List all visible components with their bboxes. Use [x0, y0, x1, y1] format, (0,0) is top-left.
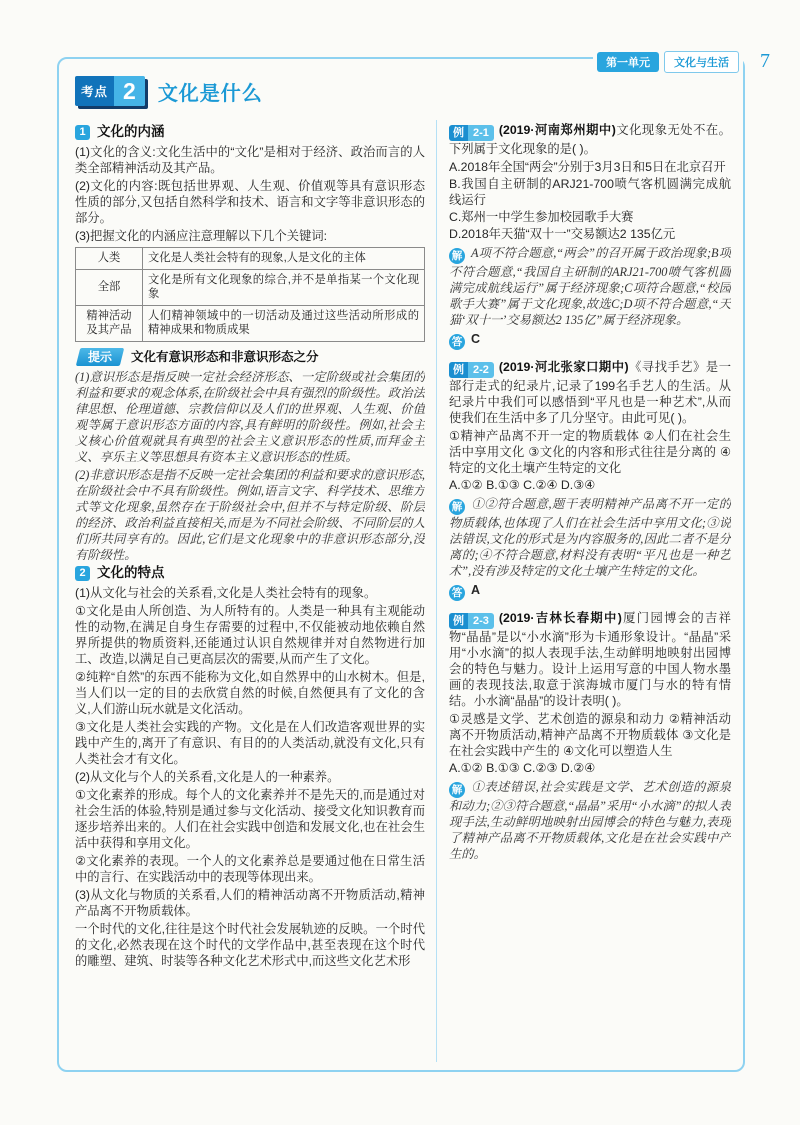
- section-2-number: 2: [75, 566, 90, 581]
- tip-paragraph: (1)意识形态是指反映一定社会经济形态、一定阶级或社会集团的利益和要求的观念体系,在阶级社会中具有强烈的阶级性。政治法律思想、伦理道德、宗教信仰以及人们的世界观、人生观、价值观等属于意识形态方面的内容,具有鲜明的阶级性。例如,社会主义核心价值观就具有典型的社会主义意识形态的性质,而拜金主义、享乐主义等思想具有资本主义意识形态的性质。: [75, 369, 425, 464]
- paragraph: ①文化是由人所创造、为人所特有的。人类是一种具有主观能动性的动物,在满足自身生存需要的过程中,不仅能被动地依赖自然界所提供的物质资料,还能通过认识自然规律并对自然物进行加工、改造,以满足自己更高层次的需要,从而产生了文化。: [75, 603, 425, 666]
- table-value: 人们精神领域中的一切活动及通过这些活动所形成的精神成果和物质成果: [143, 305, 425, 341]
- paragraph: (3)把握文化的内涵应注意理解以下几个关键词:: [75, 229, 328, 243]
- table-row: [76, 269, 425, 305]
- example-stem: 例 2-3 (2019·吉林长春期中)厦门园博会的吉祥物“晶晶”是以“小水滴”形为卡通形象设计。“晶晶”采用“小水滴”的拟人表现手法,生动鲜明地映射出园博会的特色与魅力。设计上运用写意的中国人物水墨画的表现技法,取意于滨海城市厦门与水的特有情结。小水滴“晶晶”的设计表明( )。: [449, 611, 731, 708]
- paragraph: 一个时代的文化,往往是这个时代社会发展轨迹的反映。一个时代的文化,必然表现在这个时代的文学作品中,甚至表现在这个时代的雕塑、建筑、时装等各种文化艺术形式中,而这些文化艺术形: [75, 921, 425, 968]
- example-2-3: [449, 610, 731, 862]
- example-stem: 例 2-2 (2019·河北张家口期中)《寻找手艺》是一部行走式的纪录片,记录了199名手艺人的生活。从纪录片中我们可以感悟到“平凡也是一种艺术”,从而使我们在生活中多了几分坚守。由此可见( )。: [449, 360, 731, 425]
- choice-row: A.①② B.①③ C.②④ D.③④: [449, 478, 596, 492]
- jie-badge: 解: [449, 782, 465, 798]
- example-badge: 例 2-3: [449, 613, 494, 629]
- topic-title: 文化是什么: [157, 82, 263, 105]
- answer-value: C: [471, 332, 481, 346]
- tip-badge: 提示: [76, 348, 125, 366]
- jie-badge: 解: [449, 499, 465, 515]
- page-number: 7: [760, 50, 770, 72]
- table-key: 人类: [76, 248, 143, 270]
- da-badge: 答: [449, 585, 465, 601]
- unit-title: 文化与生活: [664, 51, 739, 73]
- topic-badge-box: [75, 76, 145, 106]
- paragraph: ②文化素养的表现。一个人的文化素养总是要通过他在日常生活中的言行、在实践活动中的表现等体现出来。: [75, 853, 425, 884]
- paragraph: (2)从文化与个人的关系看,文化是人的一种素养。: [75, 769, 340, 784]
- section-1-number: 1: [75, 125, 90, 140]
- section-2-title: 文化的特点: [97, 564, 165, 580]
- answer-line: [449, 582, 731, 601]
- explanation: 解 ①②符合题意,题干表明精神产品离不开一定的物质载体,也体现了人们在社会生活中享用文化;③说法错误,文化的形式是为内容服务的,因此二者不是分离的;④不符合题意,材料没有表明“平凡也是一种艺术”,没有涉及特定的文化土壤产生特定的文化。: [449, 497, 731, 578]
- da-badge: 答: [449, 334, 465, 350]
- topic-badge-label: 考点: [75, 76, 114, 106]
- right-column: [449, 122, 731, 1062]
- table-row: [76, 305, 425, 341]
- answer-line: [449, 331, 731, 350]
- table-row: [76, 248, 425, 270]
- example-badge: 例 2-1: [449, 125, 494, 141]
- paragraph: (3)从文化与物质的关系看,人们的精神活动离不开物质活动,精神产品离不开物质载体。: [75, 887, 425, 918]
- topic-badge: [75, 76, 263, 106]
- example-2-2: [449, 359, 731, 601]
- topic-badge-number: 2: [114, 76, 145, 106]
- tip-paragraph: (2)非意识形态是指不反映一定社会集团的利益和要求的意识形态,在阶级社会中不具有阶级性。例如,语言文字、科学技术、思维方式等文化现象,虽然存在于阶级社会中,但并不与特定阶级、阶层的经济、政治利益直接相关,而是为不同社会阶级、不同阶层的人们所共同享有的。因此,它们是文化现象中的非意识形态部分,没有阶级性。: [75, 467, 425, 562]
- option-a: A.2018年全国“两会”分别于3月3日和5日在北京召开: [449, 160, 726, 174]
- example-source: (2019·河北张家口期中): [498, 360, 629, 374]
- answer-value: A: [471, 583, 481, 597]
- option-c: C.郑州一中学生参加校园歌手大赛: [449, 210, 634, 224]
- section-2-heading: [75, 565, 425, 581]
- paragraph: ①文化素养的形成。每个人的文化素养并不是先天的,而是通过对社会生活的体验,特别是通过参与文化活动、接受文化知识教育而逐步培养出来的。人们在社会实践中创造和发展文化,也在社会生活中获得和享用文化。: [75, 787, 425, 850]
- statement-items: ①灵感是文学、艺术创造的源泉和动力 ②精神活动离不开物质活动,精神产品离不开物质载体 ③文化是在社会实践中产生的 ④文化可以塑造人生: [449, 712, 731, 758]
- left-column: [75, 122, 425, 1062]
- choice-row: A.①② B.①③ C.②③ D.②④: [449, 761, 596, 775]
- jie-badge: 解: [449, 248, 465, 264]
- tip-heading: [75, 348, 425, 366]
- explanation: 解 A项不符合题意,“两会”的召开属于政治现象;B项不符合题意,“我国自主研制的ARJ21-700喷气客机圆满完成航线运行”属于经济现象;C项符合题意,“校园歌手大赛”属于文化现象,故选C;D项不符合题意,“天猫‘双十一’交易额达2 135亿”属于经济现象。: [449, 246, 731, 327]
- example-stem: 例 2-1 (2019·河南郑州期中)文化现象无处不在。下列属于文化现象的是( )。: [449, 123, 731, 156]
- example-source: (2019·吉林长春期中): [498, 611, 622, 625]
- table-key: 全部: [76, 269, 143, 305]
- table-value: 文化是所有文化现象的综合,并不是单指某一个文化现象: [143, 269, 425, 305]
- table-key: 精神活动及其产品: [76, 305, 143, 341]
- paragraph: (2)文化的内容:既包括世界观、人生观、价值观等具有意识形态性质的部分,又包括自然科学和技术、语言和文字等非意识形态的部分。: [75, 179, 425, 225]
- statement-items: ①精神产品离不开一定的物质载体 ②人们在社会生活中享用文化 ③文化的内容和形式往往是分离的 ④特定的文化土壤产生特定的文化: [449, 429, 731, 475]
- section-1-heading: [75, 124, 425, 140]
- example-badge: 例 2-2: [449, 362, 494, 378]
- option-b: B.我国自主研制的ARJ21-700喷气客机圆满完成航线运行: [449, 177, 731, 207]
- explanation: 解 ①表述错误,社会实践是文学、艺术创造的源泉和动力;②③符合题意,“晶晶”采用“小水滴”的拟人表现手法,生动鲜明地映射出园博会的特色与魅力,表现了精神产品离不开物质载体,文化是在社会实践中产生的。: [449, 780, 731, 861]
- column-divider: [436, 120, 437, 1062]
- section-1-title: 文化的内涵: [97, 124, 165, 139]
- paragraph: (1)从文化与社会的关系看,文化是人类社会特有的现象。: [75, 585, 377, 600]
- example-source: (2019·河南郑州期中): [498, 123, 616, 137]
- paragraph: ③文化是人类社会实践的产物。文化是在人们改造客观世界的实践中产生的,离开了有意识、有目的的人类活动,就没有文化,只有人类社会才有文化。: [75, 719, 425, 766]
- header-unit-tags: [593, 51, 743, 73]
- option-d: D.2018年天猫“双十一”交易额达2 135亿元: [449, 227, 676, 241]
- example-2-1: [449, 122, 731, 350]
- paragraph: (1)文化的含义:文化生活中的“文化”是相对于经济、政治而言的人类全部精神活动及其产品。: [75, 145, 425, 175]
- table-value: 文化是人类社会特有的现象,人是文化的主体: [143, 248, 425, 270]
- keyword-table: [75, 247, 425, 342]
- tip-title: 文化有意识形态和非意识形态之分: [131, 349, 319, 364]
- paragraph: ②纯粹“自然”的东西不能称为文化,如自然界中的山水树木。但是,当人们以一定的目的去欣赏自然的时候,自然便具有了文化的含义,人们游山玩水就是文化活动。: [75, 669, 425, 716]
- unit-tag: 第一单元: [597, 52, 659, 72]
